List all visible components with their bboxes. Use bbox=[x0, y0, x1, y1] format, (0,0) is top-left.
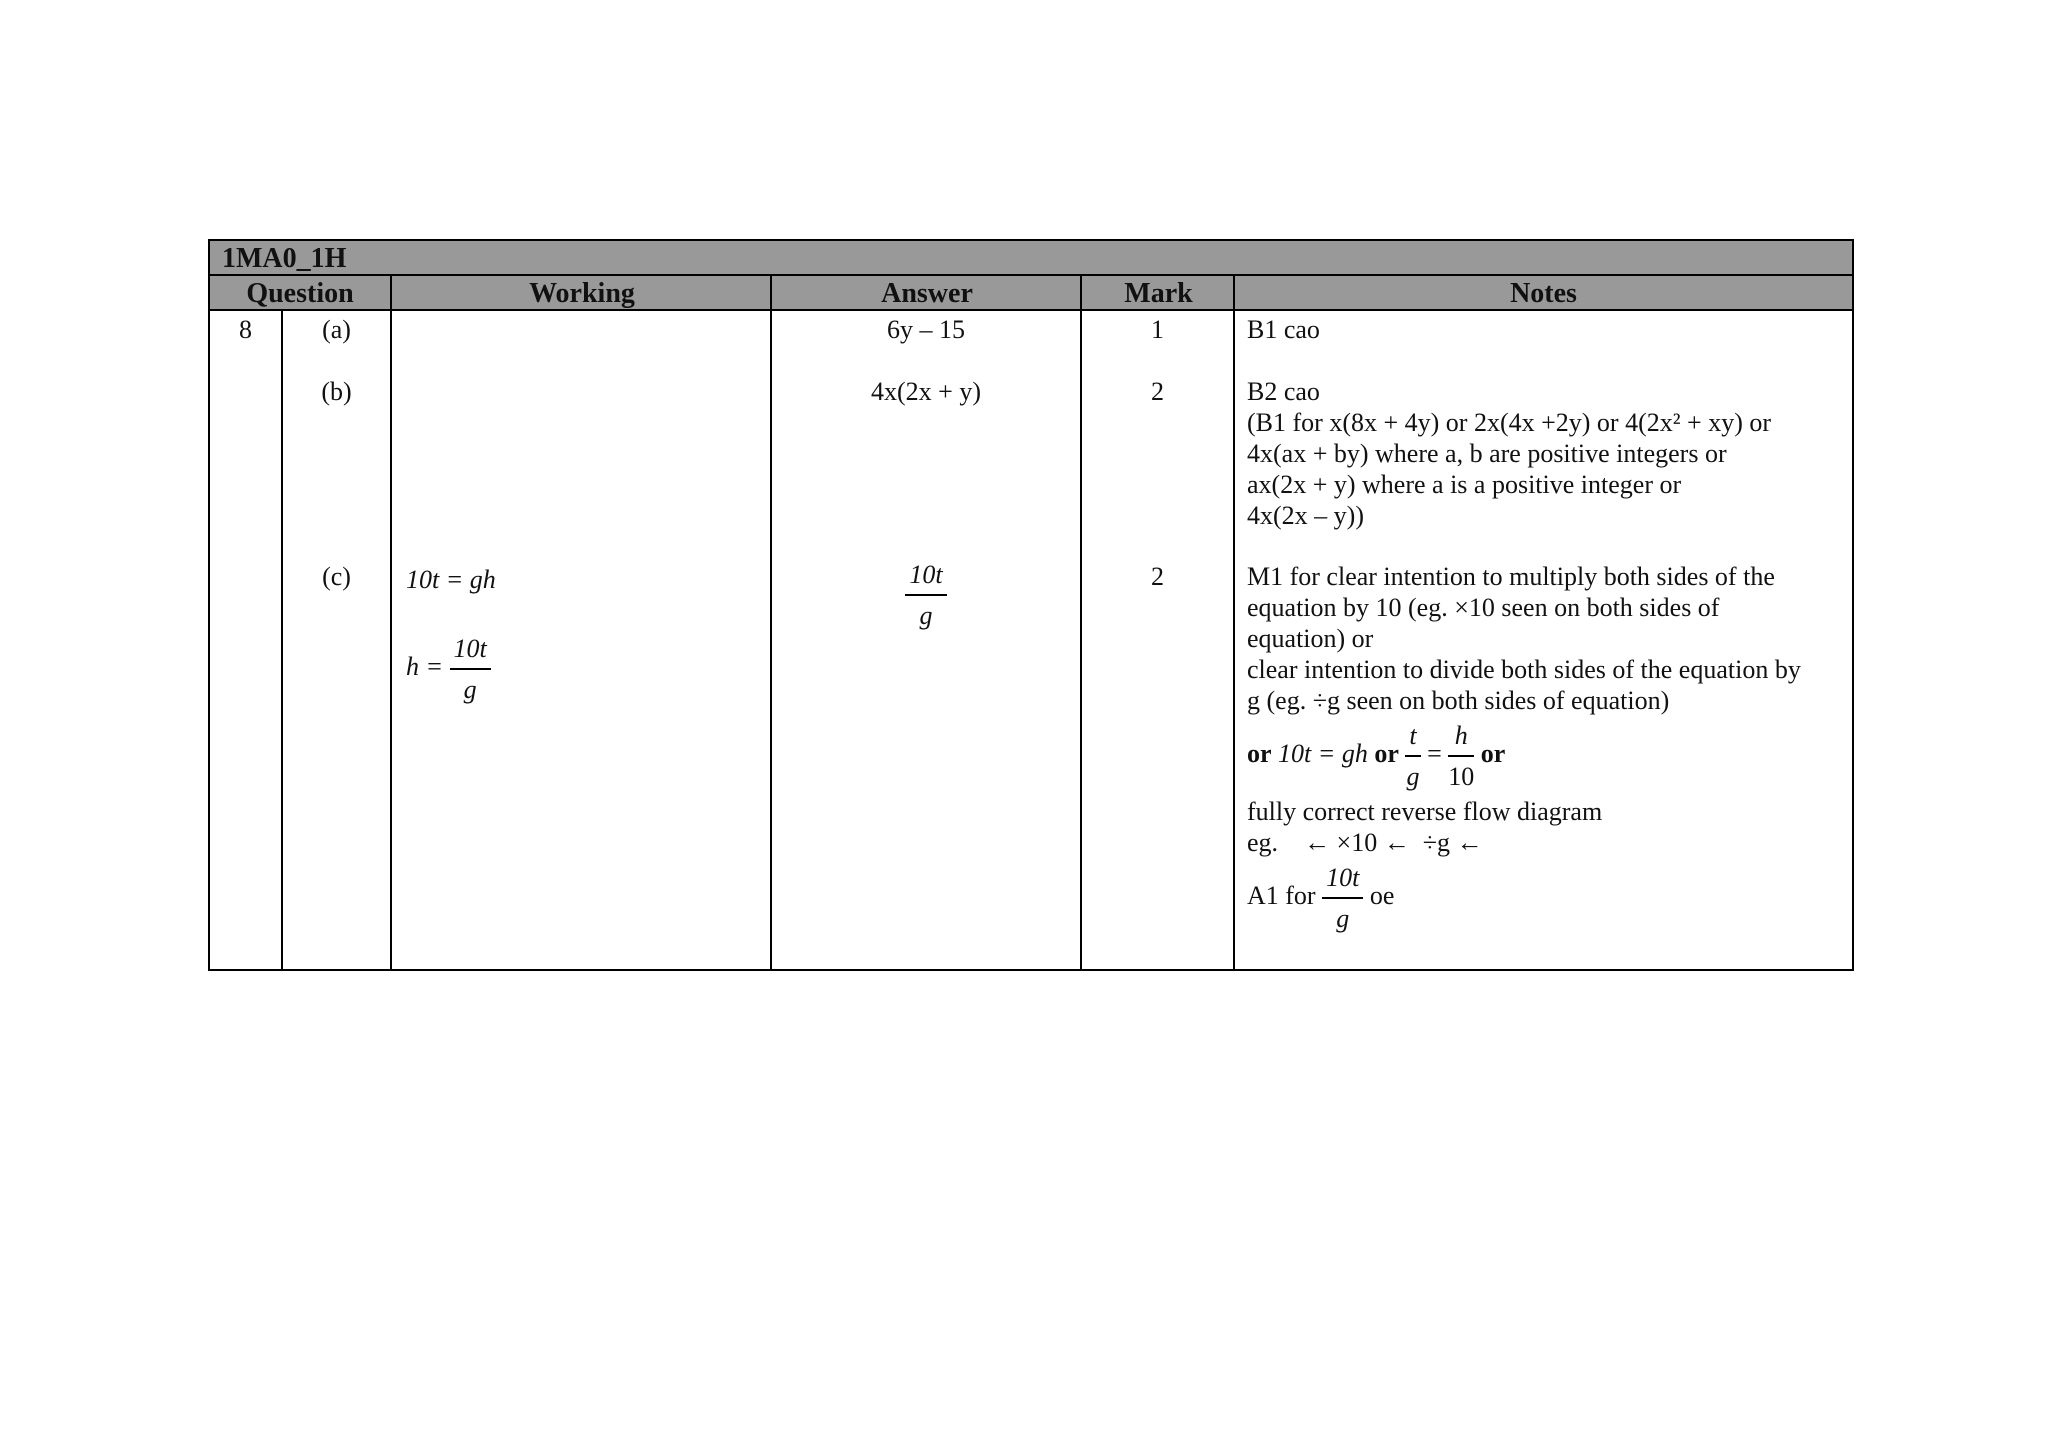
header-row bbox=[210, 276, 1852, 311]
fraction-numerator: h bbox=[1448, 720, 1474, 757]
notes-c-or: or bbox=[1247, 738, 1272, 768]
fraction-denominator: 10 bbox=[1448, 762, 1475, 791]
notes-c-fraction bbox=[1322, 862, 1363, 934]
working-c-line1: 10t = gh bbox=[406, 565, 496, 594]
part-label-c: (c) bbox=[322, 562, 351, 591]
working-c-line2 bbox=[406, 633, 491, 705]
fraction-numerator: 10t bbox=[1322, 862, 1363, 899]
notes-c-line: clear intention to divide both sides of the equation by bbox=[1247, 655, 1801, 684]
mark-a: 1 bbox=[1151, 315, 1164, 344]
fraction-denominator: g bbox=[1336, 904, 1350, 933]
notes-c-line: equation) or bbox=[1247, 624, 1374, 653]
fraction-denominator: g bbox=[919, 601, 933, 630]
part-label-a: (a) bbox=[322, 315, 351, 344]
answer-b: 4x(2x + y) bbox=[871, 377, 981, 406]
header-notes: Notes bbox=[1510, 278, 1577, 309]
notes-c-or: or bbox=[1374, 738, 1399, 768]
answer-a-text: 6y – 15 bbox=[887, 315, 965, 344]
paper-code-bar bbox=[210, 241, 1852, 276]
column-divider bbox=[390, 276, 392, 971]
header-answer: Answer bbox=[881, 278, 973, 309]
answer-a bbox=[772, 314, 1080, 345]
notes-c-or: or bbox=[1480, 738, 1506, 768]
fraction-denominator: g bbox=[1406, 762, 1420, 791]
column-divider bbox=[1233, 276, 1235, 971]
notes-c-accuracy-line bbox=[1247, 862, 1801, 934]
notes-a: B1 cao bbox=[1247, 315, 1320, 344]
notes-c-line: M1 for clear intention to multiply both sides of the bbox=[1247, 562, 1775, 591]
notes-b-line: B2 cao bbox=[1247, 377, 1320, 406]
working-c-prefix: h = bbox=[406, 651, 444, 681]
notes-c-a1-suffix: oe bbox=[1369, 880, 1395, 910]
fraction-denominator: g bbox=[463, 675, 477, 704]
fraction-numerator: 10t bbox=[450, 633, 491, 670]
mark-b: 2 bbox=[1151, 377, 1164, 406]
question-number: 8 bbox=[239, 315, 252, 344]
notes-b bbox=[1247, 376, 1771, 531]
notes-b-line: ax(2x + y) where a is a positive integer or bbox=[1247, 470, 1682, 499]
fraction-numerator: 10t bbox=[905, 559, 946, 596]
notes-b-line: (B1 for x(8x + 4y) or 2x(4x +2y) or 4(2x² + xy) or bbox=[1247, 408, 1772, 437]
notes-c-fraction bbox=[1448, 720, 1474, 792]
notes-c-line: fully correct reverse flow diagram bbox=[1247, 797, 1603, 826]
notes-c-equation-line bbox=[1247, 720, 1801, 792]
header-mark: Mark bbox=[1124, 278, 1193, 309]
part-label-b: (b) bbox=[321, 377, 352, 406]
notes-c-equation: 10t = gh bbox=[1278, 738, 1368, 768]
notes-c-line: equation by 10 (eg. ×10 seen on both sides of bbox=[1247, 593, 1720, 622]
notes-c-line: g (eg. ÷g seen on both sides of equation) bbox=[1247, 686, 1670, 715]
mark-scheme-table bbox=[208, 239, 1854, 971]
mark-c: 2 bbox=[1151, 562, 1164, 591]
notes-c-equals: = bbox=[1427, 738, 1442, 768]
answer-c-fraction bbox=[905, 559, 946, 631]
notes-c-fraction bbox=[1405, 720, 1420, 792]
notes-c-a1-prefix: A1 for bbox=[1247, 880, 1316, 910]
notes-b-line: 4x(ax + by) where a, b are positive integers or bbox=[1247, 439, 1727, 468]
header-question: Question bbox=[246, 278, 354, 309]
paper-code: 1MA0_1H bbox=[222, 243, 347, 274]
notes-c bbox=[1247, 561, 1801, 934]
working-c-fraction bbox=[450, 633, 491, 705]
notes-b-line: 4x(2x – y)) bbox=[1247, 501, 1364, 530]
notes-c-flow-diagram: eg. ← ×10 ← ÷g ← bbox=[1247, 828, 1483, 857]
fraction-numerator: t bbox=[1405, 720, 1420, 757]
column-divider bbox=[281, 311, 283, 971]
header-working: Working bbox=[529, 278, 635, 309]
answer-c bbox=[772, 559, 1080, 631]
